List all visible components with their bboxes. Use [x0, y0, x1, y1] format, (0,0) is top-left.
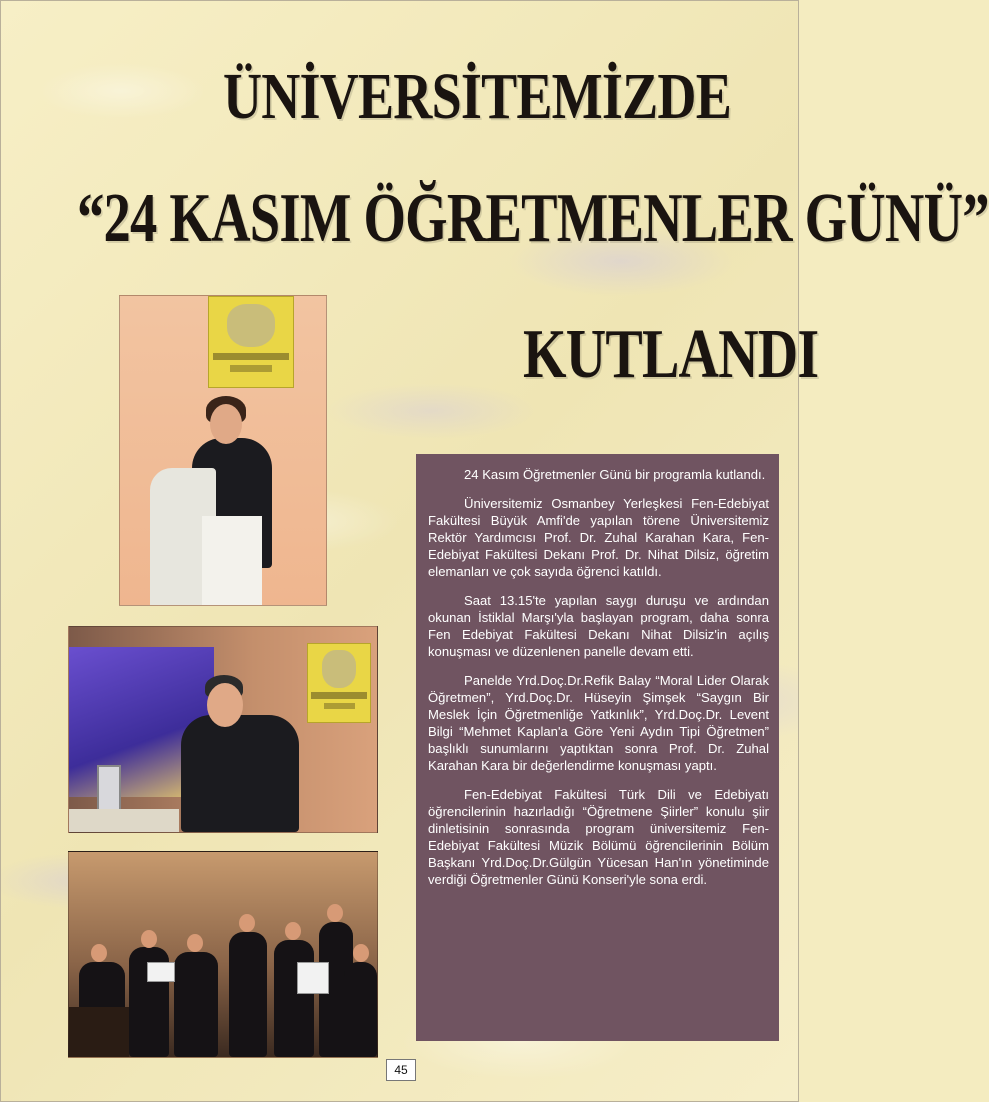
headline-line-1: ÜNİVERSİTEMİZDE [223, 60, 731, 133]
photo-panel-speaker [68, 626, 378, 833]
photo-concert-orchestra [68, 851, 378, 1058]
podium-side [202, 516, 262, 605]
article-paragraph: 24 Kasım Öğretmenler Günü bir programla kutlandı. [464, 467, 766, 482]
article-paragraph: Panelde Yrd.Doç.Dr.Refik Balay “Moral Lider Olarak Öğretmen”, Yrd.Doç.Dr. Hüseyin Şimşek “Saygın Bir Meslek İçin Öğretmenliğe Yatkınlık”, Yrd.Doç.Dr. Levent Bilgi “Mehmet Kaplan'a Göre Yeni Aydın Tipi Öğretmen” başlıklı sunumlarını yaptıktan sonra Prof. Dr. Zuhal Karahan Kara bir değerlendirme konuşması yaptı. [428, 673, 769, 773]
headline-line-3: KUTLANDI [523, 316, 819, 393]
music-stand [297, 962, 329, 994]
table [69, 809, 179, 832]
page-number: 45 [386, 1059, 416, 1081]
article-paragraph: Üniversitemiz Osmanbey Yerleşkesi Fen-Edebiyat Fakültesi Büyük Amfi'de yapılan törene Üniversitemiz Rektör Yardımcısı Prof. Dr. Zuhal Karahan Kara, Fen-Edebiyat Fakültesi Dekanı Prof. Dr. Nihat Dilsiz, öğretim elemanları ve çok sayıda öğrenci katıldı. [428, 496, 769, 579]
article-text-box [416, 454, 779, 1041]
headline-line-2: “24 KASIM ÖĞRETMENLER GÜNÜ” [77, 180, 989, 257]
article-paragraph: Fen-Edebiyat Fakültesi Türk Dili ve Edebiyatı öğrencilerinin hazırladığı “Öğretmene Şiirler” konulu şiir dinletisinin sonrasında program üniversitemiz Fen-Edebiyat Fakültesi Müzik Bölümü öğrencilerinin Bölüm Başkanı Yrd.Doç.Dr.Gülgün Yücesan Han'ın yönetiminde verdiği Öğretmenler Günü Konseri'yle sona erdi. [428, 787, 769, 887]
ataturk-portrait-banner [307, 643, 371, 723]
article-paragraph: Saat 13.15'te yapılan saygı duruşu ve ardından okunan İstiklal Marşı'yla başlayan program, daha sonra Fen Edebiyat Fakültesi Dekanı Nihat Dilsiz'in açılış konuşması ve düzenlenen panelle devam etti. [428, 593, 769, 659]
photo-speaker-podium [119, 295, 327, 606]
piano [69, 1007, 129, 1057]
music-stand [147, 962, 175, 982]
ataturk-portrait-banner [208, 296, 294, 388]
